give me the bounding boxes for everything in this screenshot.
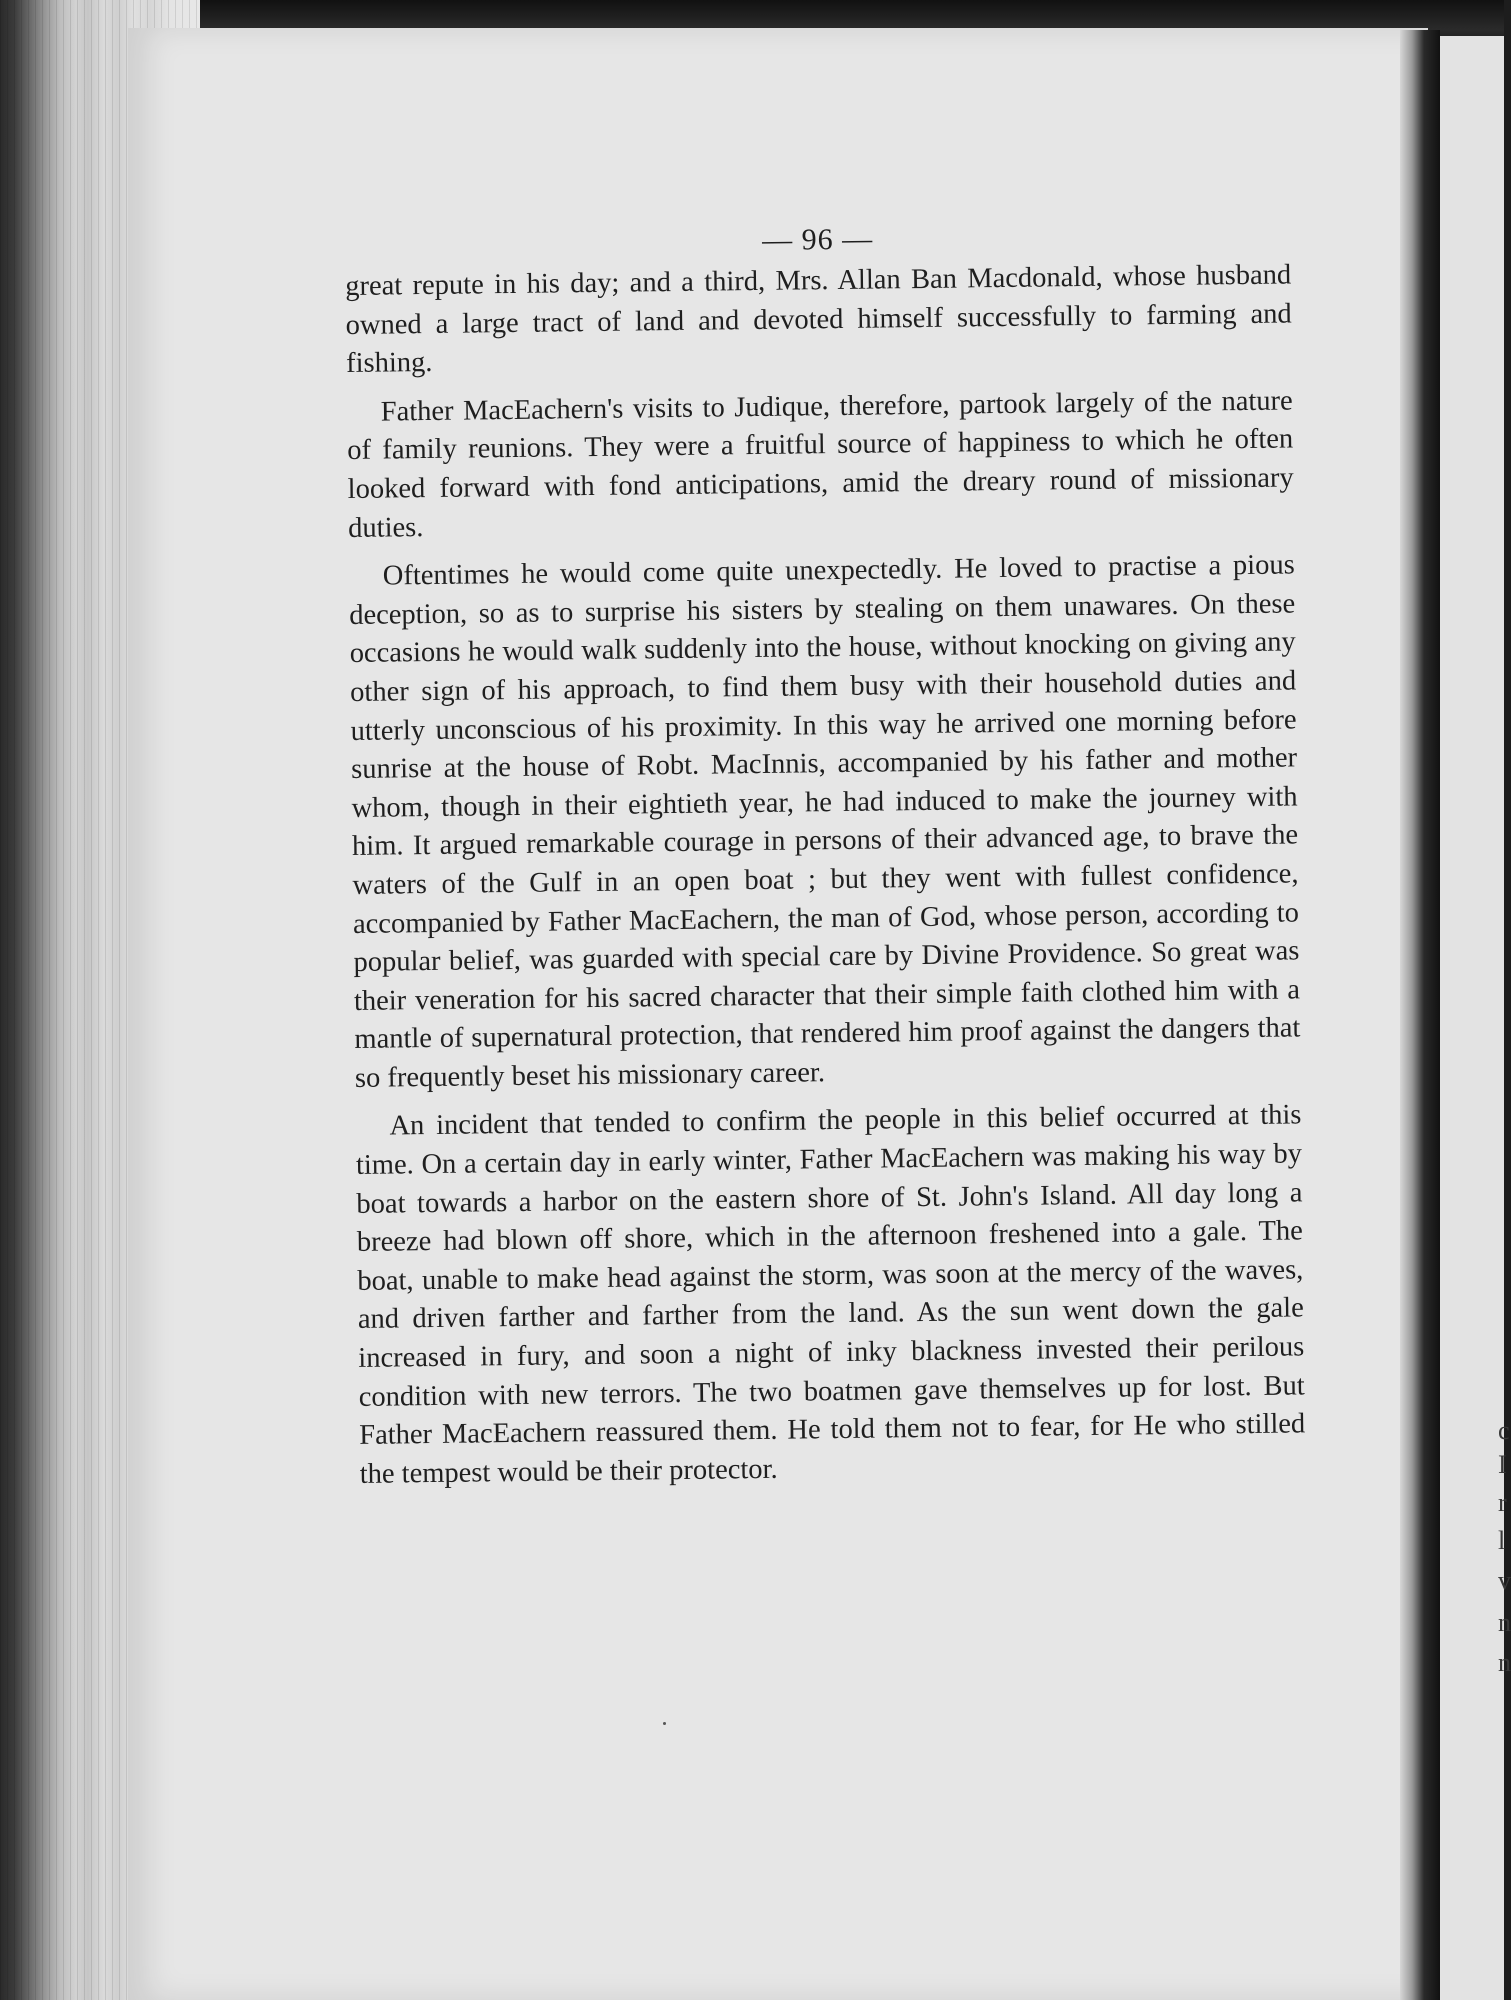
next-page-fragment: r [1498, 1488, 1507, 1517]
scan-speck [663, 1722, 666, 1725]
next-page-fragment: l [1498, 1526, 1506, 1555]
paragraph-3: Oftentimes he would come quite unexpectedly. He loved to practise a pious deception, so as to surprise his sisters by stealing on them unawares. On these occasions he would walk suddenly into the house, without knocking on giving any other sign of his approach, to find them busy with their household duties and utterly unconscious of his proximity. In this way he arrived one morning before sunrise at the house of Robt. MacInnis, accompanied by his father and mother whom, though in their eightieth year, he had induced to make the journey with him. It argued remarkable courage in persons of their advanced age, to brave the waters of the Gulf in an open boat ; but they went with fullest confidence, accompanied by Father MacEachern, the man of God, whose person, according to popular belief, was guarded with special care by Divine Providence. So great was their veneration for his sacred character that their simple faith clothed him with a mantle of supernatural protection, that rendered him proof against the dangers that so frequently beset his missionary career. [349, 549, 1301, 1094]
next-page-fragment: n [1498, 1648, 1511, 1677]
paragraph-4: An incident that tended to confirm the people in this belief occurred at this time. On a certain day in early winter, Father MacEachern was making his way by boat towards a harbor on the eastern shore of St. John's Island. All day long a breeze had blown off shore, which in the afternoon freshened into a gale. The boat, unable to make head against the storm, was soon at the mercy of the waves, and driven farther and farther from the land. As the sun went down the gale increased in fury, and soon a night of inky blackness invested their perilous condition with new terrors. The two boatmen gave themselves up for lost. But Father MacEachern reassured them. He told them not to fear, for He who stilled the tempest would be their protector. [355, 1099, 1306, 1490]
next-page-fragment: I [1498, 1450, 1507, 1479]
paragraph-2: Father MacEachern's visits to Judique, therefore, partook largely of the nature of family reunions. They were a fruitful source of happiness to which he often looked forward with fond anticipations, amid the dreary round of missionary duties. [347, 385, 1294, 544]
paragraph-1: great repute in his day; and a third, Mrs. Allan Ban Macdonald, whose husband owned a large tract of land and devoted himself successfully to farming and fishing. [345, 259, 1292, 380]
next-page-sliver [1440, 36, 1504, 2000]
page-number: — 96 — [761, 222, 874, 257]
next-page-fragment: v [1498, 1566, 1511, 1595]
page-text-block [345, 222, 1306, 1504]
book-gutter [1400, 30, 1440, 2000]
next-page-fragment: c [1498, 1416, 1510, 1445]
next-page-fragment: n [1498, 1608, 1511, 1637]
